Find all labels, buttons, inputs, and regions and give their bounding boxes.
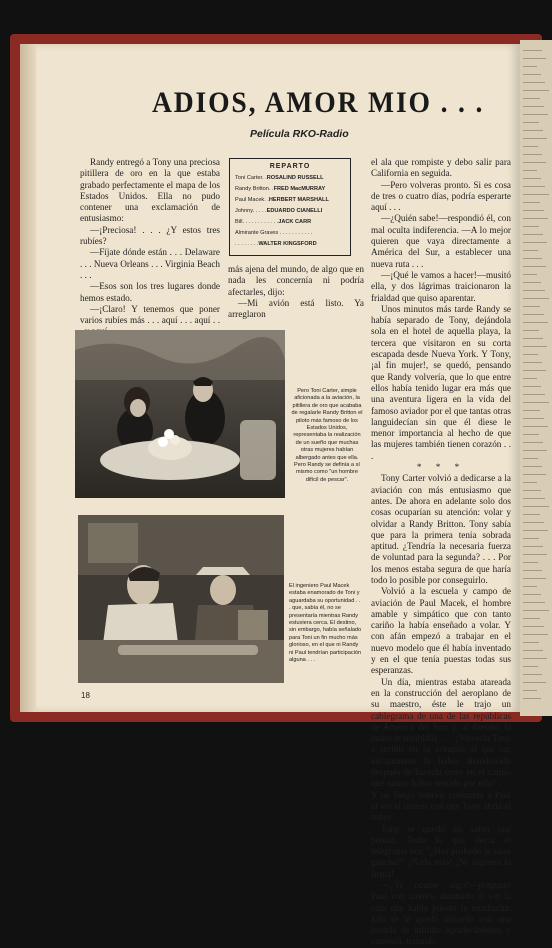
- section-separator: * * *: [416, 462, 466, 473]
- cast-box: [229, 158, 351, 256]
- facing-page-text-line: [523, 698, 541, 699]
- cast-row: . . . . . . . .WALTER KINGSFORD: [235, 241, 317, 247]
- facing-page-text-line: [523, 386, 541, 387]
- paragraph: —Mi avión está listo. Ya arreglaron: [228, 297, 364, 320]
- facing-page-text-line: [523, 194, 549, 195]
- facing-page-text-line: [523, 434, 539, 435]
- paragraph: —¡Qué le vamos a hacer!—musitó ella, y dos lágrimas traicionaron la frialdad que quiso aparentar.: [371, 269, 511, 303]
- facing-page-text-line: [523, 282, 541, 283]
- facing-page-text-line: [523, 586, 537, 587]
- facing-page-text-line: [523, 314, 544, 315]
- facing-page-text-line: [523, 618, 540, 619]
- facing-page-text-line: [523, 266, 546, 267]
- facing-page-text-line: [523, 418, 544, 419]
- facing-page-text-line: [523, 186, 545, 187]
- facing-page-text-line: [523, 546, 543, 547]
- cast-row: Almirante Graves . . . . . . . . . . .: [235, 230, 313, 236]
- article-subtitle: Película RKO-Radio: [250, 128, 349, 140]
- facing-page-text-line: [523, 610, 549, 611]
- paragraph: Tony se quedó sin saber qué pensar. Todo lo que decía el telegrama era: "¿Has probado la salsa gaucha?" ¡Nada más! ¡Ni siquiera la firma!: [371, 823, 511, 879]
- facing-page-text-line: [523, 626, 544, 627]
- facing-page-text-line: [523, 634, 548, 635]
- facing-page-text-line: [523, 138, 547, 139]
- film-still-workshop-photo: [78, 515, 284, 683]
- facing-page-text-line: [523, 578, 546, 579]
- facing-page-text-line: [523, 378, 537, 379]
- facing-page-text-line: [523, 490, 541, 491]
- facing-page-text-line: [523, 530, 548, 531]
- facing-page-text-line: [523, 370, 546, 371]
- photo-workshop-scene: [78, 515, 284, 683]
- photo-caption-1: Pero Toni Carter, simple aficionada a la aviación, la pitillera de oro que acababa de regalarle Randy Britton el piloto más famoso de los Estados Unidos, representaba la realización de un sueño que muchas otras mujeres habían albergado antes que ella. Pero Randy se definía a sí mismo como "un hombre difícil de pescar".: [291, 388, 363, 483]
- facing-page-text-line: [523, 346, 547, 347]
- paragraph: —Pero volveras pronto. Si es cosa de tres o cuatro días, podría esperarte aquí . . .: [371, 179, 511, 213]
- facing-page-text-line: [523, 90, 549, 91]
- text-column-3: [371, 157, 511, 947]
- paragraph: —¡Claro! Y tenemos que poner varios rubíes más . . . aquí . . . aquí . .: [80, 303, 220, 326]
- facing-page-text-line: [523, 58, 546, 59]
- paragraph: Unos minutos más tarde Randy se había separado de Tony, dejándola sola en el hotel de aquella playa, la tercera que visitaron en su corta escapada desde Nueva York. Y Tony, ¡al fin mujer!, se quedó, pensando que Randy volvería, que lo que entre ellos había tenido lugar era más que una aventura ligera en la vida del famoso aviador por el que tantas otras languidecían sin que él diese le menor importancia al hecho de que las mujeres también tienen corazón . . .: [371, 303, 511, 461]
- facing-page-text-line: [523, 218, 548, 219]
- paragraph: Tony Carter volvió a dedicarse a la aviación con más entusiasmo que antes. De ahora en adelante solo dos cosas ocuparían su atención: volar y olvidar a Randy Britton. Tony sabía que para la primera tenía sobrada aptitud. ¿Tendría la necesaria fuerza de voluntad para la segunda? . . . Por los menos estaba segura de que haría todo lo posible por conseguirlo.: [371, 473, 511, 585]
- facing-page-text-line: [523, 354, 538, 355]
- facing-page-text-line: [523, 482, 537, 483]
- facing-page-text-line: [523, 250, 538, 251]
- facing-page-text-line: [523, 458, 538, 459]
- facing-page-text-line: [523, 522, 544, 523]
- facing-page-text-line: [523, 306, 540, 307]
- facing-page-text-line: [523, 258, 542, 259]
- page-stack-edge: [20, 44, 36, 712]
- paragraph: —Fíjate dónde están . . . Delaware . . . Nueva Orleans . . . Virginia Beach . . .: [80, 247, 220, 280]
- facing-page-text-line: [523, 322, 548, 323]
- facing-page-text-line: [523, 402, 549, 403]
- facing-page-text-line: [523, 658, 547, 659]
- facing-page-text-line: [523, 554, 547, 555]
- cast-row: Toni Carter. .ROSALIND RUSSELL: [235, 175, 324, 181]
- cast-heading: REPARTO: [269, 163, 311, 170]
- facing-page-text-line: [523, 130, 543, 131]
- facing-page-text-line: [523, 290, 545, 291]
- facing-page-text-line: [523, 330, 539, 331]
- facing-page-text-line: [523, 50, 542, 51]
- text-column-2: [228, 264, 364, 324]
- paragraph: el ala que rompiste y debo salir para California en seguida.: [371, 157, 511, 179]
- facing-page-text-line: [523, 362, 542, 363]
- facing-page-edge: [520, 40, 552, 716]
- facing-page-text-line: [523, 170, 537, 171]
- facing-page-text-line: [523, 410, 540, 411]
- facing-page-text-line: [523, 162, 546, 163]
- facing-page-text-line: [523, 682, 546, 683]
- facing-page-text-line: [523, 538, 539, 539]
- facing-page-text-line: [523, 666, 538, 667]
- text-column-1: [80, 157, 220, 326]
- facing-page-text-line: [523, 506, 549, 507]
- facing-page-text-line: [523, 226, 539, 227]
- cast-row: Randy Britton. .FRED MacMURRAY: [235, 186, 326, 192]
- facing-page-text-line: [523, 154, 542, 155]
- article-title: ADIOS, AMOR MIO . . .: [152, 86, 485, 119]
- facing-page-text-line: [523, 338, 543, 339]
- paragraph: —¡Preciosa! . . . ¿Y estos tres rubíes?: [80, 224, 220, 247]
- paragraph: —¿Quién sabe!—respondió él, con mal oculta indiferencia. —A lo mejor quieren que vaya directamente a América del Sur, a establecer una nueva ruta . . .: [371, 213, 511, 269]
- facing-page-text-line: [523, 122, 539, 123]
- facing-page-text-line: [523, 690, 537, 691]
- cast-row: Paul Macek. .HERBERT MARSHALL: [235, 197, 329, 203]
- facing-page-text-line: [523, 570, 542, 571]
- facing-page-text-line: [523, 650, 543, 651]
- facing-page-text-line: [523, 202, 540, 203]
- facing-page-text-line: [523, 442, 543, 443]
- facing-page-text-line: [523, 106, 544, 107]
- cast-row: Johnny. . . . .EDUARDO CIANELLI: [235, 208, 323, 214]
- facing-page-text-line: [523, 450, 547, 451]
- facing-page-text-line: [523, 98, 540, 99]
- photo-caption-2: El ingeniero Paul Macek estaba enamorado de Toni y aguardaba su oportunidad . . . que, sabía él, no se presentaría mientras Randy estuviera cerca. El destino, sin embargo, había señalado para Toni un fin mucho más glorioso, en el que ni Randy ni Paul tendrían participación alguna . . .: [289, 583, 362, 664]
- paragraph: Un día, mientras estaba atareada en la construcción del aeroplano de su maestro, éste le trajo un cablegrama de una de las repúblicas de América del Sur; y, al dárselo, la mano le temblaba . . . ¡Volvería Tony a recibir en su corazón al que tan inicuamente la había abandonado después de hacerla creer en el cariño que nunca había sentido por ella? . . . Y un fuego interior consumía a Paul al ver el interés con que Tony abría el sobre.: [371, 676, 511, 823]
- facing-page-text-line: [523, 474, 546, 475]
- facing-page-text-line: [523, 146, 538, 147]
- cast-row: Bill. . . . . . . . . . . .JACK CARR: [235, 219, 312, 225]
- facing-page-text-line: [523, 234, 543, 235]
- facing-page-text-line: [523, 274, 537, 275]
- facing-page-text-line: [523, 674, 542, 675]
- facing-page-text-line: [523, 602, 545, 603]
- facing-page-text-line: [523, 394, 545, 395]
- facing-page-text-line: [523, 178, 541, 179]
- paragraph: Volvió a la escuela y campo de aviación de Paul Macek, el hombre amable y simpático que con tanto cariño la había enseñado a volar. Y con afán empezó a trabajar en el nuevo modelo que él había inventado y en el que tenía puestas todas sus esperanzas.: [371, 586, 511, 676]
- photo-dinner-scene: [75, 330, 285, 498]
- facing-page-text-line: [523, 514, 540, 515]
- paragraph: más ajena del mundo, de algo que en nada les concernía ni podría afectarles, dijo:: [228, 264, 364, 297]
- facing-page-text-line: [523, 74, 541, 75]
- facing-page-text-line: [523, 562, 538, 563]
- film-still-dinner-photo: [75, 330, 285, 498]
- facing-page-text-line: [523, 210, 544, 211]
- paragraph: —Esos son los tres lugares donde hemos estado.: [80, 281, 220, 303]
- facing-page-text-line: [523, 82, 545, 83]
- facing-page-text-line: [523, 594, 541, 595]
- facing-page-text-line: [523, 66, 537, 67]
- facing-page-text-line: [523, 466, 542, 467]
- paragraph: Randy entregó a Tony una preciosa pitillera de oro en la que estaba grabado perfectamente el mapa de los Estados Unidos. Ella no pudo contener una exclamación de entusiasmo:: [80, 157, 220, 224]
- facing-page-text-line: [523, 642, 539, 643]
- facing-page-text-line: [523, 114, 548, 115]
- page-number: 18: [81, 691, 90, 700]
- paragraph: —¿Te ocurre algo?—preguntó Paul con interés, alarmado al ver la cara que había puesto la muchacha. Ella se le quedó mirando con una mirada de infinito agradecimiento y contestó, tratando: [371, 880, 511, 947]
- facing-page-text-line: [523, 242, 547, 243]
- facing-page-text-line: [523, 498, 545, 499]
- facing-page-text-line: [523, 426, 548, 427]
- facing-page-text-line: [523, 298, 549, 299]
